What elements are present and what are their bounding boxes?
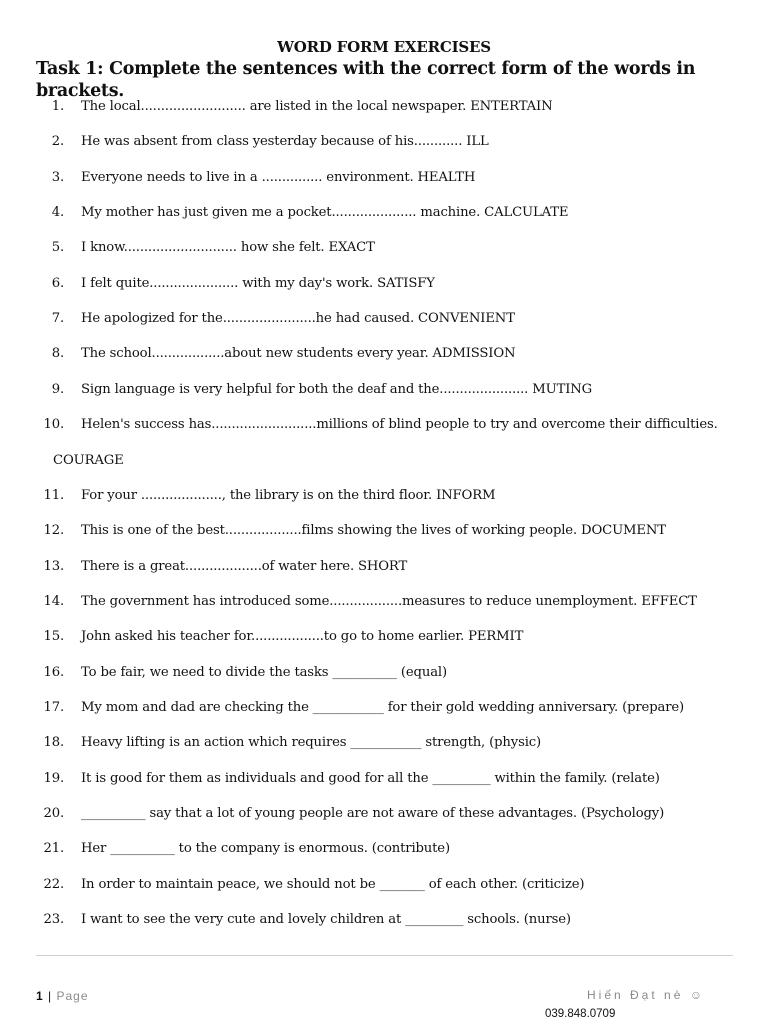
document-title: WORD FORM EXERCISES: [277, 38, 491, 56]
author-name: Hiến Đạt nè ☺: [587, 988, 705, 1002]
exercise-number: 17.: [43, 699, 64, 715]
exercise-text: My mom and dad are checking the ___________ for their gold wedding anniversary. (prepare): [81, 699, 685, 715]
phone-number: 039.848.0709: [545, 1008, 616, 1020]
exercise-number: 11.: [43, 487, 64, 503]
exercise-number: 15.: [43, 629, 64, 645]
exercise-item: [0, 837, 768, 861]
exercise-text: He apologized for the.......................he had caused. CONVENIENT: [81, 311, 515, 327]
exercise-text: Helen's success has..........................millions of blind people to try and overcome their difficulties.: [81, 417, 718, 433]
exercise-text: Sign language is very helpful for both the deaf and the...................... MUTING: [81, 381, 593, 397]
exercise-text: I felt quite...................... with my day's work. SATISFY: [81, 275, 435, 291]
exercise-text: I want to see the very cute and lovely children at _________ schools. (nurse): [81, 912, 571, 928]
exercise-number: 6.: [51, 275, 64, 291]
exercise-number: 19.: [43, 770, 64, 786]
exercise-number: 2.: [51, 134, 64, 150]
exercise-text: John asked his teacher for..................to go to home earlier. PERMIT: [81, 629, 524, 645]
exercise-number: 22.: [43, 876, 64, 892]
exercise-text: Her __________ to the company is enormous. (contribute): [81, 841, 450, 857]
exercise-text: The government has introduced some..................measures to reduce unemployment. EFFECT: [81, 593, 697, 609]
exercise-item: [0, 95, 768, 119]
exercise-number: 12.: [43, 523, 64, 539]
page-indicator: [36, 989, 89, 1003]
exercise-number: 16.: [43, 664, 64, 680]
task-heading: Task 1: Complete the sentences with the correct form of the words in brackets.: [36, 59, 696, 101]
exercise-continuation: COURAGE: [53, 452, 124, 468]
footer-divider: [36, 955, 733, 956]
exercise-text: The local.......................... are listed in the local newspaper. ENTERTAIN: [81, 99, 553, 114]
exercise-item: [0, 908, 768, 932]
exercise-number: 3.: [51, 169, 64, 185]
exercise-number: 10.: [43, 417, 64, 433]
exercise-number: 14.: [43, 593, 64, 609]
exercise-text: There is a great...................of water here. SHORT: [81, 558, 408, 574]
exercise-text: For your ...................., the library is on the third floor. INFORM: [81, 487, 496, 503]
exercise-text: This is one of the best...................films showing the lives of working people. DOCUMENT: [81, 523, 666, 539]
exercise-number: 18.: [43, 735, 64, 751]
exercise-item: [0, 519, 768, 543]
exercise-item: [0, 625, 768, 649]
exercise-item: [0, 449, 768, 473]
exercise-item: [0, 555, 768, 579]
exercise-number: 21.: [43, 841, 64, 857]
exercise-item: [0, 342, 768, 366]
exercise-text: I know............................ how she felt. EXACT: [81, 240, 375, 256]
exercise-text: He was absent from class yesterday because of his............ ILL: [81, 134, 489, 150]
exercise-item: [0, 661, 768, 685]
page-label: Page: [56, 989, 89, 1003]
exercise-number: 23.: [43, 912, 64, 928]
page-separator: |: [48, 989, 53, 1003]
exercise-item: [0, 130, 768, 154]
exercise-text: To be fair, we need to divide the tasks __________ (equal): [81, 664, 447, 680]
exercise-text: It is good for them as individuals and good for all the _________ within the family. (relate): [81, 770, 660, 786]
exercise-text: The school..................about new students every year. ADMISSION: [81, 346, 516, 362]
exercise-text: Heavy lifting is an action which requires ___________ strength, (physic): [81, 735, 541, 751]
exercise-item: [0, 802, 768, 826]
exercise-text: My mother has just given me a pocket..................... machine. CALCULATE: [81, 205, 569, 221]
exercise-number: 13.: [43, 558, 64, 574]
exercise-number: 9.: [51, 381, 64, 397]
exercise-item: [0, 413, 768, 437]
exercise-item: [0, 166, 768, 190]
exercise-number: 8.: [51, 346, 64, 362]
exercise-item: [0, 696, 768, 720]
page-number: 1: [36, 989, 44, 1003]
exercise-item: [0, 590, 768, 614]
exercise-number: 4.: [51, 205, 64, 221]
exercise-item: [0, 272, 768, 296]
exercise-text: __________ say that a lot of young people are not aware of these advantages. (Psychology): [81, 806, 665, 821]
exercise-item: [0, 307, 768, 331]
exercise-item: [0, 873, 768, 897]
exercise-text: In order to maintain peace, we should not be _______ of each other. (criticize): [81, 876, 585, 892]
exercise-number: 20.: [43, 806, 64, 821]
exercise-number: 5.: [51, 240, 64, 256]
exercise-number: 1.: [51, 99, 64, 114]
exercise-item: [0, 484, 768, 508]
exercise-item: [0, 236, 768, 260]
exercise-number: 7.: [51, 311, 64, 327]
exercise-text: Everyone needs to live in a ............... environment. HEALTH: [81, 169, 476, 185]
exercise-item: [0, 731, 768, 755]
exercise-item: [0, 201, 768, 225]
exercise-item: [0, 378, 768, 402]
exercise-item: [0, 767, 768, 791]
